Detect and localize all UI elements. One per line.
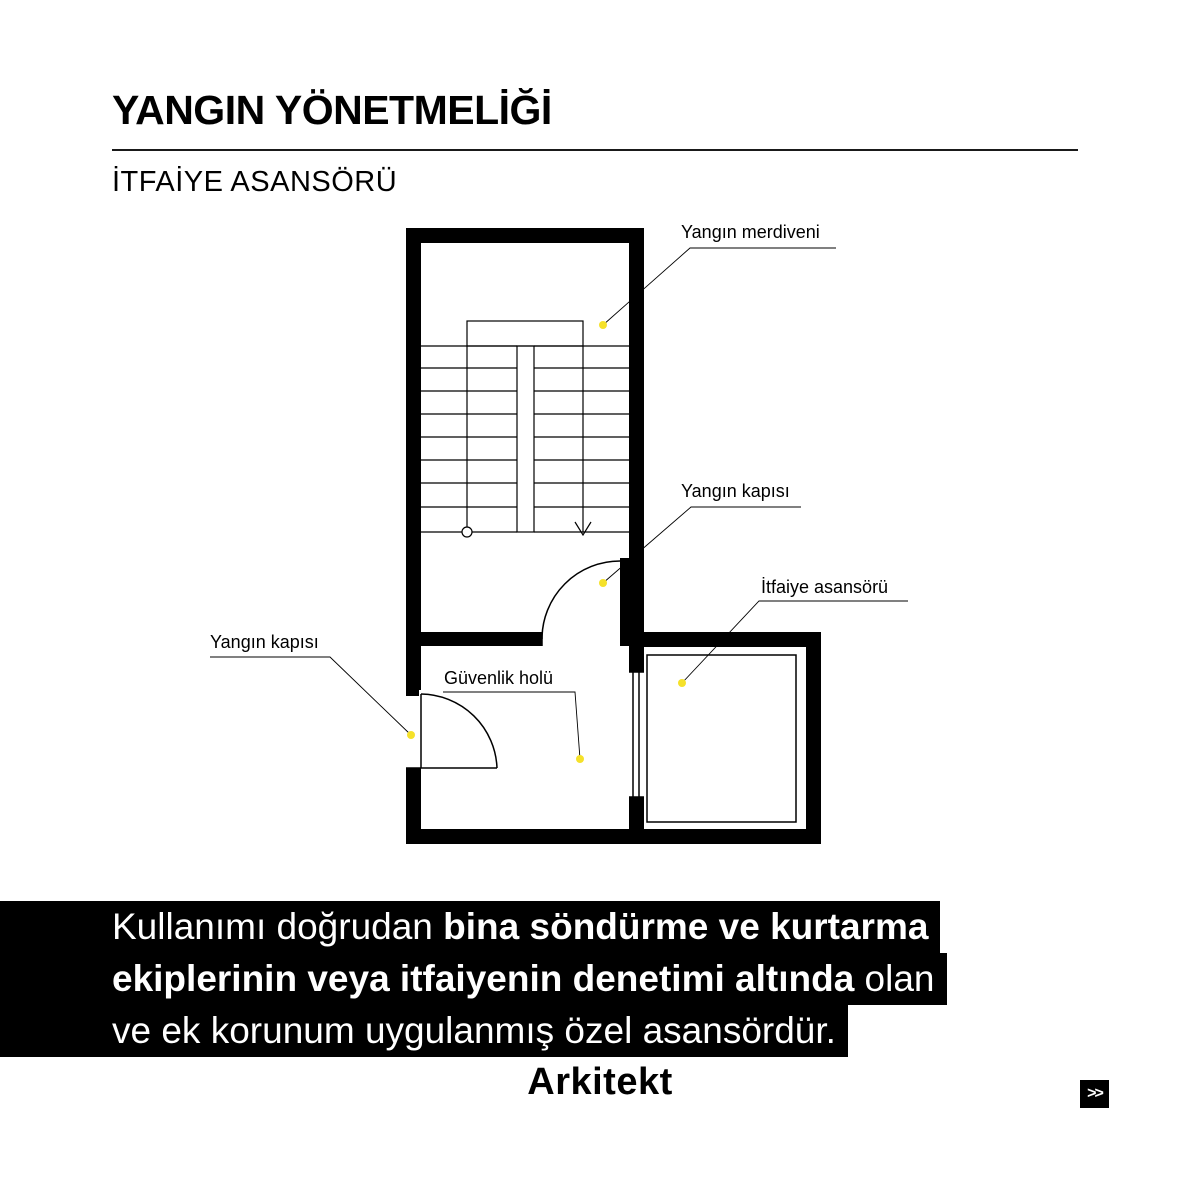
stair-bottom-wall-left [406,632,542,646]
marker-security-hall [576,755,584,763]
caption-line-2-normal: olan [854,958,935,999]
door-frame-upper [620,558,629,646]
marker-fire-elevator [678,679,686,687]
label-security-hall: Güvenlik holü [444,668,554,688]
stair-top-wall [406,228,644,243]
page-subtitle: İTFAİYE ASANSÖRÜ [112,166,398,198]
caption-line-2-bold: ekiplerinin veya itfaiyenin denetimi altında [112,958,855,999]
leader-lines [210,248,908,759]
label-fire-stair: Yangın merdiveni [681,222,820,242]
label-fire-door-left: Yangın kapısı [210,632,319,652]
label-fire-elevator: İtfaiye asansörü [761,577,889,597]
page-title: YANGIN YÖNETMELİĞİ [112,87,552,133]
stair-treads [421,321,629,535]
elevator-top-wall [629,632,821,647]
caption-line-3 [0,1005,1200,1057]
hall-bottom-wall [406,829,821,844]
stair-start-circle [462,527,472,537]
marker-fire-door-upper [599,579,607,587]
marker-fire-stair [599,321,607,329]
door-swings [406,561,620,768]
caption-line-1-normal: Kullanımı doğrudan [112,906,444,947]
marker-dots [407,321,686,763]
elevator-doors [629,672,644,797]
description-caption [0,901,1200,1057]
door-jamb-top [406,690,419,696]
elevator-car [647,655,796,822]
label-fire-door-upper: Yangın kapısı [681,481,790,501]
elevator-right-wall [806,632,821,844]
caption-line-2 [0,953,1200,1005]
brand-logo: Arkitekt [527,1061,673,1103]
marker-fire-door-left [407,731,415,739]
caption-line-1-bold: bina söndürme ve kurtarma [443,906,929,947]
caption-line-3-normal: ve ek korunum uygulanmış özel asansördür. [112,1010,836,1051]
stair-left-wall [406,228,421,690]
caption-line-1 [0,901,1200,953]
hall-right-wall-lower [629,797,644,844]
next-button[interactable]: >> [1080,1080,1109,1108]
